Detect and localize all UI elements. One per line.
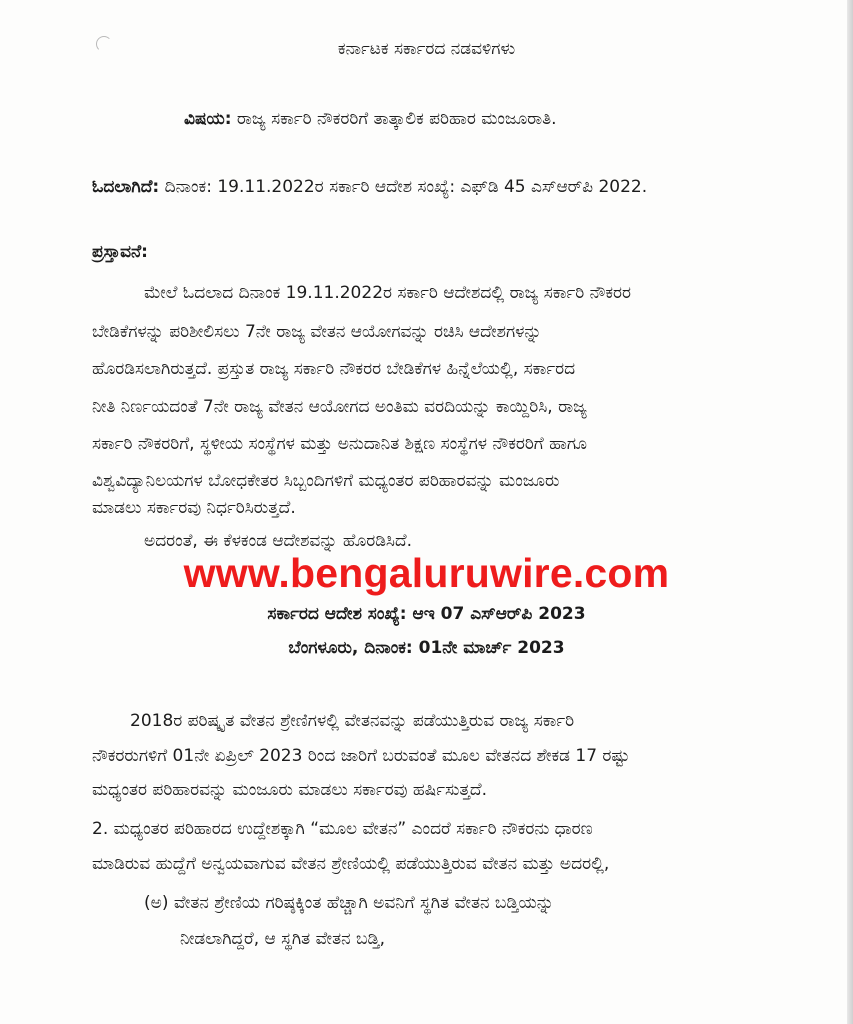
- preamble-line: ಮಾಡಲು ಸರ್ಕಾರವು ನಿರ್ಧರಿಸಿರುತ್ತದೆ.: [92, 498, 296, 518]
- preamble-line: ನೀತಿ ನಿರ್ಣಯದಂತೆ 7ನೇ ರಾಜ್ಯ ವೇತನ ಆಯೋಗದ ಅಂತಿಮ ವರದಿಯನ್ನು ಕಾಯ್ದಿರಿಸಿ, ರಾಜ್ಯ: [92, 397, 587, 417]
- reference-label: ಓದಲಾಗಿದೆ:: [92, 177, 160, 197]
- subject-line: [184, 108, 557, 130]
- scan-edge-shadow: [847, 0, 853, 1024]
- preamble-line: ವಿಶ್ವವಿದ್ಯಾನಿಲಯಗಳ ಬೋಧಕೇತರ ಸಿಬ್ಬಂದಿಗಳಿಗೆ ಮಧ್ಯಂತರ ಪರಿಹಾರವನ್ನು ಮಂಜೂರು: [92, 471, 560, 491]
- sub-clause-a-line: ನೀಡಲಾಗಿದ್ದರೆ, ಆ ಸ್ಥಗಿತ ವೇತನ ಬಡ್ತಿ,: [180, 929, 386, 949]
- preamble-line: ಹೊರಡಿಸಲಾಗಿರುತ್ತದೆ. ಪ್ರಸ್ತುತ ರಾಜ್ಯ ಸರ್ಕಾರಿ ನೌಕರರ ಬೇಡಿಕೆಗಳ ಹಿನ್ನೆಲೆಯಲ್ಲಿ, ಸರ್ಕಾರದ: [92, 359, 576, 379]
- order-number: ಸರ್ಕಾರದ ಆದೇಶ ಸಂಖ್ಯೆ: ಆಇ 07 ಎಸ್‌ಆರ್‌ಪಿ 2023: [267, 604, 586, 624]
- order-place-date: ಬೆಂಗಳೂರು, ದಿನಾಂಕ: 01ನೇ ಮಾರ್ಚ್ 2023: [288, 638, 565, 658]
- watermark-url: www.bengaluruwire.com: [183, 550, 670, 596]
- reference-text: ದಿನಾಂಕ: 19.11.2022ರ ಸರ್ಕಾರಿ ಆದೇಶ ಸಂಖ್ಯೆ: ಎಫ್‌ಡಿ 45 ಎಸ್‌ಆರ್‌ಪಿ 2022.: [159, 177, 648, 197]
- sub-clause-a-line: (ಅ) ವೇತನ ಶ್ರೇಣಿಯ ಗರಿಷ್ಠಕ್ಕಿಂತ ಹೆಚ್ಚಾಗಿ ಅವನಿಗೆ ಸ್ಥಗಿತ ವೇತನ ಬಡ್ತಿಯನ್ನು: [144, 893, 554, 913]
- order-para2-line: ಮಾಡಿರುವ ಹುದ್ದೆಗೆ ಅನ್ವಯವಾಗುವ ವೇತನ ಶ್ರೇಣಿಯಲ್ಲಿ ಪಡೆಯುತ್ತಿರುವ ವೇತನ ಮತ್ತು ಅದರಲ್ಲಿ,: [92, 854, 610, 874]
- order-para2-line: 2. ಮಧ್ಯಂತರ ಪರಿಹಾರದ ಉದ್ದೇಶಕ್ಕಾಗಿ “ಮೂಲ ವೇತನ” ಎಂದರೆ ಸರ್ಕಾರಿ ನೌಕರನು ಧಾರಣ: [92, 819, 593, 839]
- preamble-line: ಬೇಡಿಕೆಗಳನ್ನು ಪರಿಶೀಲಿಸಲು 7ನೇ ರಾಜ್ಯ ವೇತನ ಆಯೋಗವನ್ನು ರಚಿಸಿ ಆದೇಶಗಳನ್ನು: [92, 322, 542, 342]
- preamble-line: ಸರ್ಕಾರಿ ನೌಕರರಿಗೆ, ಸ್ಥಳೀಯ ಸಂಸ್ಥೆಗಳ ಮತ್ತು ಅನುದಾನಿತ ಶಿಕ್ಷಣ ಸಂಸ್ಥೆಗಳ ನೌಕರರಿಗೆ ಹಾಗೂ: [92, 434, 587, 454]
- order-para1-line: 2018ರ ಪರಿಷ್ಕೃತ ವೇತನ ಶ್ರೇಣಿಗಳಲ್ಲಿ ವೇತನವನ್ನು ಪಡೆಯುತ್ತಿರುವ ರಾಜ್ಯ ಸರ್ಕಾರಿ: [130, 711, 575, 731]
- subject-label: ವಿಷಯ:: [184, 109, 232, 129]
- preamble-line: ಮೇಲೆ ಓದಲಾದ ದಿನಾಂಕ 19.11.2022ರ ಸರ್ಕಾರಿ ಆದೇಶದಲ್ಲಿ ರಾಜ್ಯ ಸರ್ಕಾರಿ ನೌಕರರ: [144, 283, 632, 303]
- preamble-closing: ಅದರಂತೆ, ಈ ಕೆಳಕಂಡ ಆದೇಶವನ್ನು ಹೊರಡಿಸಿದೆ.: [144, 531, 413, 551]
- reference-line: [92, 176, 647, 198]
- subject-text: ರಾಜ್ಯ ಸರ್ಕಾರಿ ನೌಕರರಿಗೆ ತಾತ್ಕಾಲಿಕ ಪರಿಹಾರ ಮಂಜೂರಾತಿ.: [231, 109, 557, 129]
- preamble-label: ಪ್ರಸ್ತಾವನೆ:: [92, 242, 148, 262]
- document-heading: ಕರ್ನಾಟಕ ಸರ್ಕಾರದ ನಡವಳಿಗಳು: [337, 39, 516, 59]
- order-para1-line: ನೌಕರರುಗಳಿಗೆ 01ನೇ ಏಪ್ರಿಲ್ 2023 ರಿಂದ ಜಾರಿಗೆ ಬರುವಂತೆ ಮೂಲ ವೇತನದ ಶೇಕಡ 17 ರಷ್ಟು: [92, 746, 630, 766]
- order-para1-line: ಮಧ್ಯಂತರ ಪರಿಹಾರವನ್ನು ಮಂಜೂರು ಮಾಡಲು ಸರ್ಕಾರವು ಹರ್ಷಿಸುತ್ತದೆ.: [92, 780, 487, 800]
